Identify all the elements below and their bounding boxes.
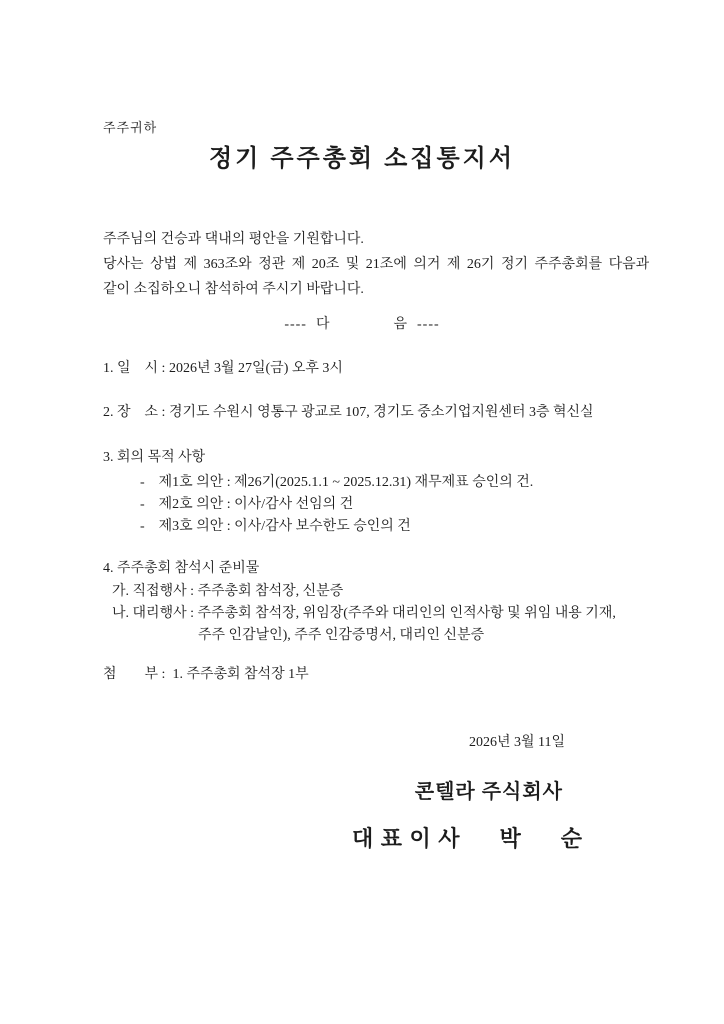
meeting-datetime: 1. 일 시 : 2026년 3월 27일(금) 오후 3시 bbox=[103, 361, 343, 376]
document-title: 정기 주주총회 소집통지서 bbox=[208, 146, 516, 172]
recipient-line: 주주귀하 bbox=[103, 120, 158, 135]
prep-proxy-attendance-line-1: 나. 대리행사 : 주주총회 참석장, 위임장(주주와 대리인의 인적사항 및 위임 내용 기재, bbox=[112, 606, 616, 621]
issue-date: 2026년 3월 11일 bbox=[468, 735, 565, 750]
greeting-line-2: 당사는 상법 제 363조와 정관 제 20조 및 21조에 의거 제 26기 정기 주주총회를 다음과 bbox=[103, 257, 650, 272]
meeting-location: 2. 장 소 : 경기도 수원시 영통구 광교로 107, 경기도 중소기업지원센터 3층 혁신실 bbox=[103, 405, 594, 420]
agenda-item-2: - 제2호 의안 : 이사/감사 선임의 건 bbox=[140, 497, 354, 512]
greeting-line-3: 같이 소집하오니 참석하여 주시기 바랍니다. bbox=[103, 282, 364, 297]
greeting-line-1: 주주님의 건승과 댁내의 평안을 기원합니다. bbox=[103, 232, 364, 247]
attachment-line: 첨 부 : 1. 주주총회 참석장 1부 bbox=[103, 667, 309, 682]
preparation-heading: 4. 주주총회 참석시 준비물 bbox=[103, 561, 260, 576]
section-divider: ---- 다 음 ---- bbox=[284, 317, 440, 332]
company-name: 콘텔라 주식회사 bbox=[414, 781, 563, 803]
ceo-signature: 대 표 이 사 박 순 bbox=[351, 826, 583, 851]
agenda-item-1: - 제1호 의안 : 제26기(2025.1.1 ~ 2025.12.31) 재무제표 승인의 건. bbox=[140, 475, 534, 490]
purpose-heading: 3. 회의 목적 사항 bbox=[103, 450, 206, 465]
agenda-item-3: - 제3호 의안 : 이사/감사 보수한도 승인의 건 bbox=[140, 519, 411, 534]
prep-proxy-attendance-line-2: 주주 인감날인), 주주 인감증명서, 대리인 신분증 bbox=[198, 628, 485, 643]
prep-direct-attendance: 가. 직접행사 : 주주총회 참석장, 신분증 bbox=[112, 584, 344, 599]
